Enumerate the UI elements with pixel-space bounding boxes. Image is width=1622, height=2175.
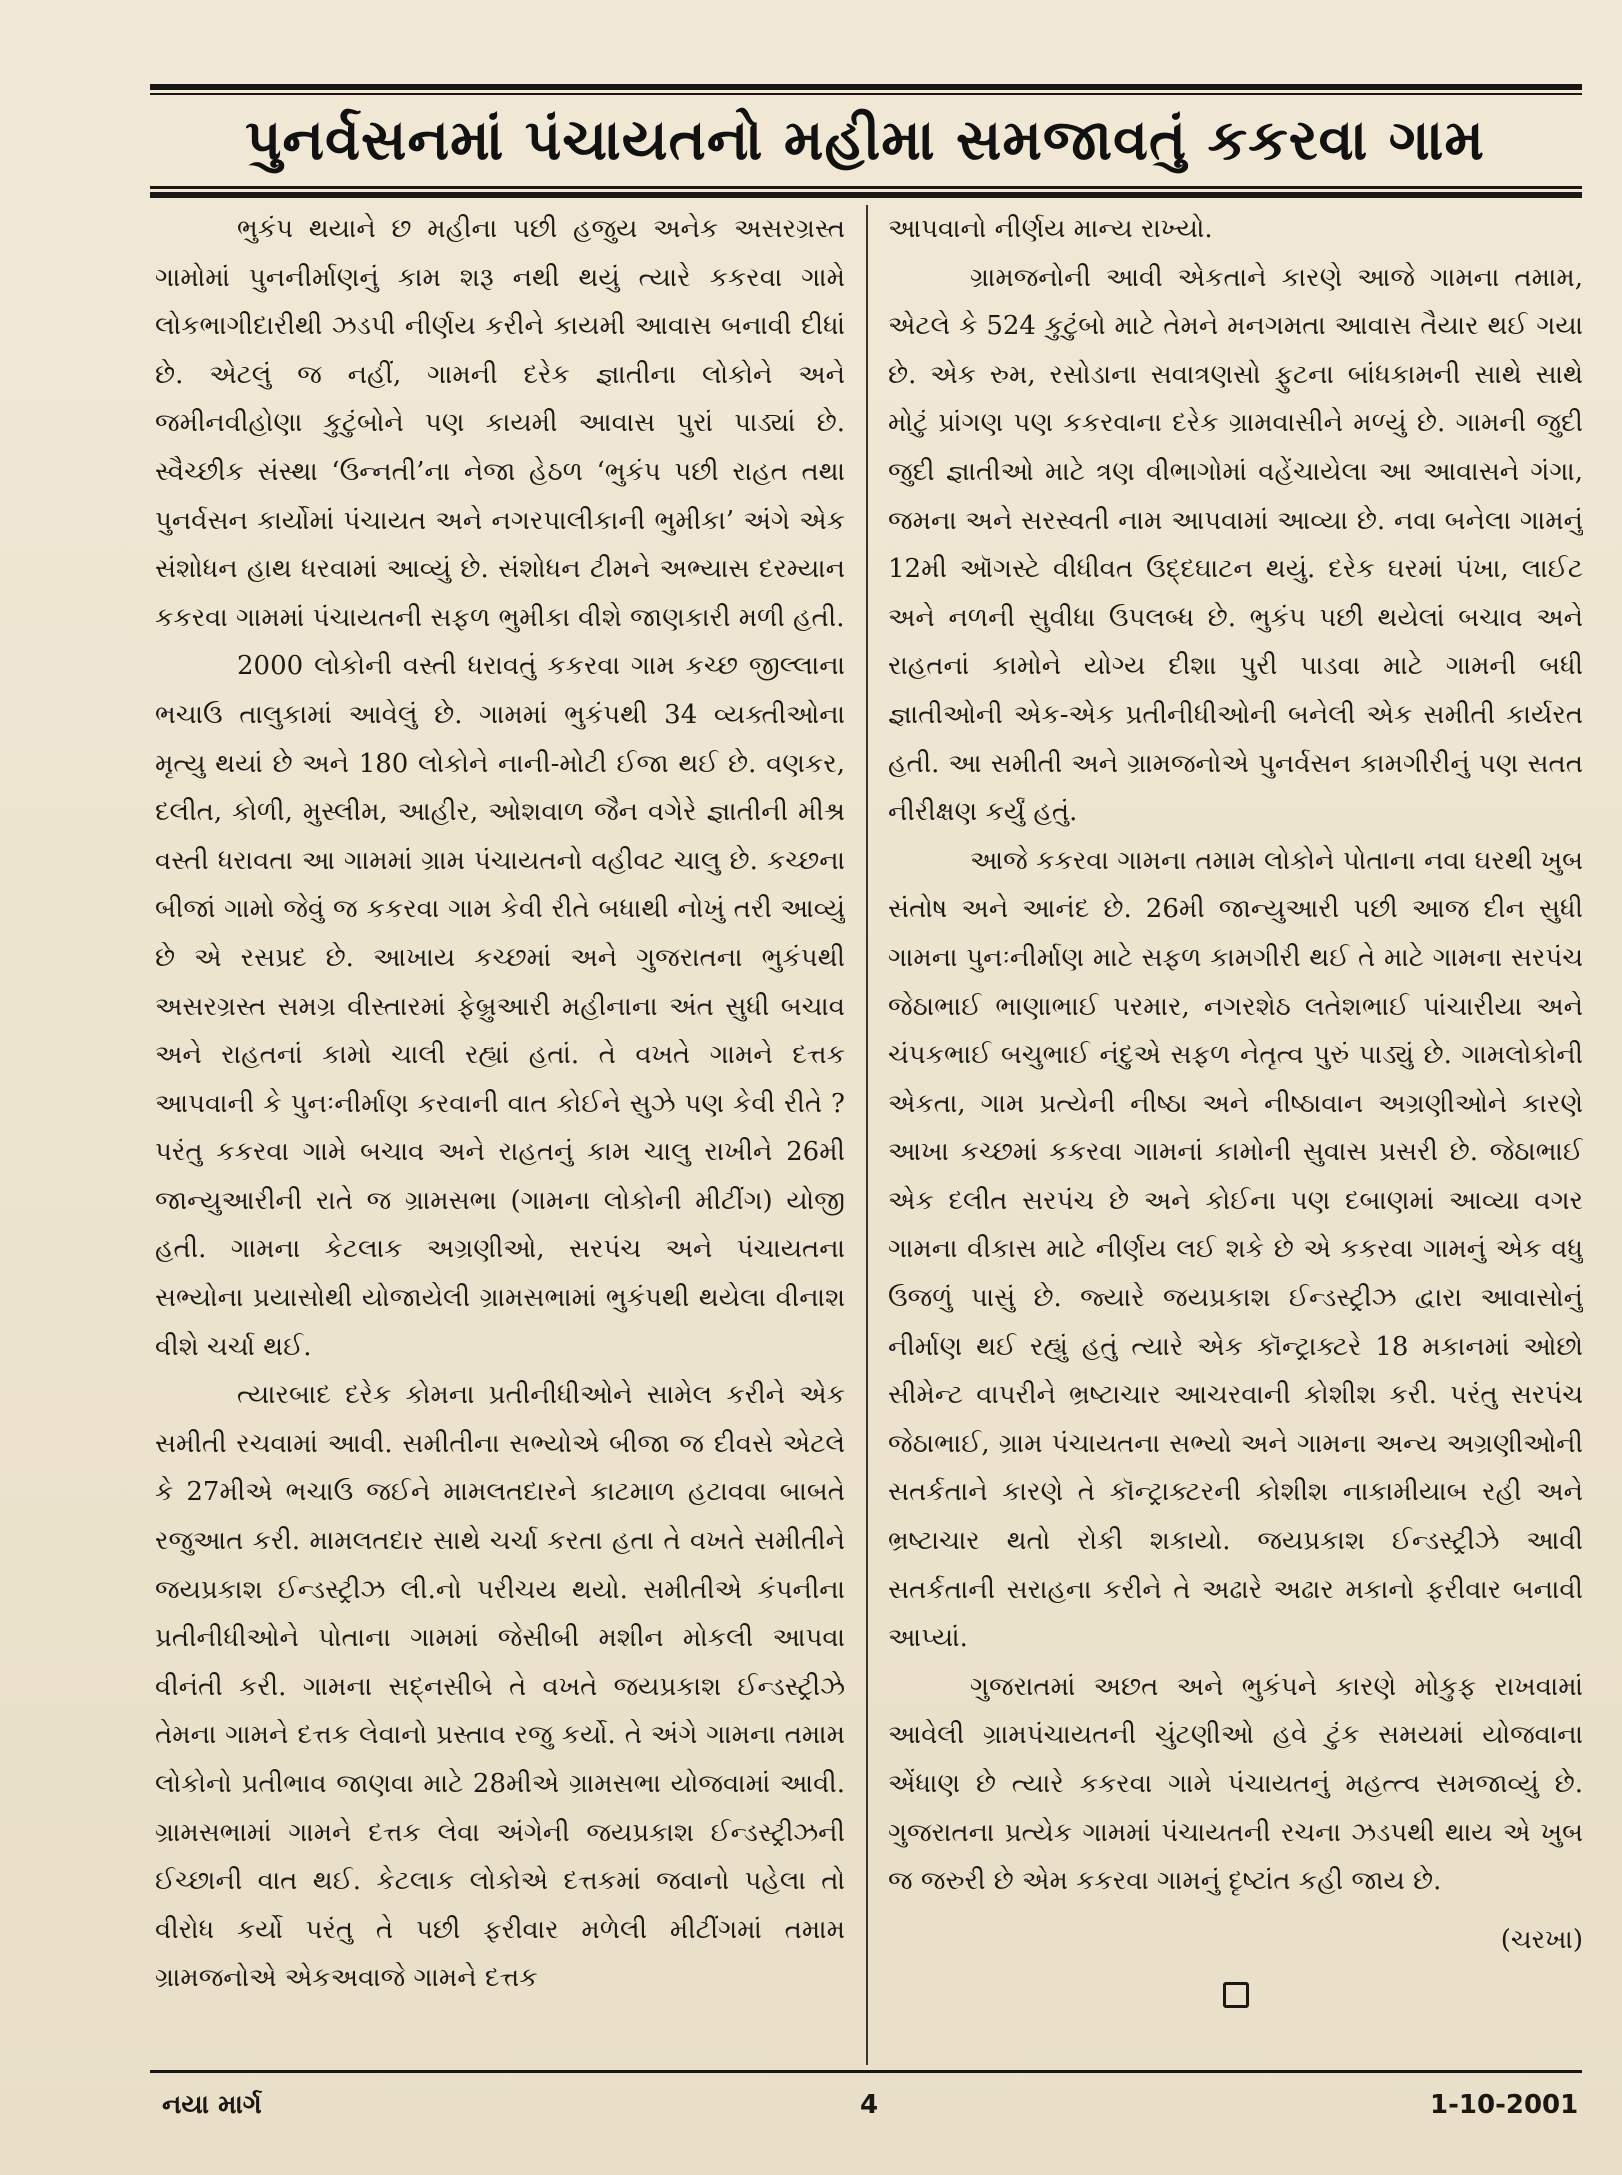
end-of-article-icon (1223, 1982, 1249, 2008)
article-source: (ચરખા) (1500, 1924, 1583, 1955)
top-rule (150, 84, 1582, 90)
article-headline: પુનર્વસનમાં પંચાયતનો મહીમા સમજાવતું કકરવા ગામ (245, 108, 1485, 173)
paragraph: ગુજરાતમાં અછત અને ભુકંપને કારણે મોકુફ રાખવામાં આવેલી ગ્રામપંચાયતની ચુંટણીઓ હવે ટુંક સમયમાં યોજવાના એંધાણ છે ત્યારે કકરવા ગામે પંચાયતનું મહત્ત્વ સમજાવ્યું છે. ગુજરાતના પ્રત્યેક ગામમાં પંચાયતની રચના ઝડપથી થાય એ ખુબ જ જરુરી છે એમ કકરવા ગામનું દૃષ્ટાંત કહી જાય છે. (888, 1671, 1583, 1897)
title-rule-thick (150, 192, 1582, 198)
title-rule (150, 186, 1582, 189)
column-divider (866, 205, 868, 2065)
paragraph: આજે કકરવા ગામના તમામ લોકોને પોતાના નવા ઘરથી ખુબ સંતોષ અને આનંદ છે. 26મી જાન્યુઆરી પછી આજ દીન સુધી ગામના પુનઃનીર્માણ માટે સફળ કામગીરી થઈ તે માટે ગામના સરપંચ જેઠાભાઈ ભાણાભાઈ પરમાર, નગરશેઠ લતેશભાઈ પાંચારીયા અને ચંપકભાઈ બચુભાઈ નંદુએ સફળ નેતૃત્વ પુરું પાડ્યું છે. ગામલોકોની એકતા, ગામ પ્રત્યેની નીષ્ઠા અને નીષ્ઠાવાન અગ્રણીઓને કારણે આખા કચ્છમાં કકરવા ગામનાં કામોની સુવાસ પ્રસરી છે. જેઠાભાઈ એક દલીત સરપંચ છે અને કોઈના પણ દબાણમાં આવ્યા વગર ગામના વીકાસ માટે નીર્ણય લઈ શકે છે એ કકરવા ગામનું એક વધુ ઉજળું પાસું છે. જ્યારે જયપ્રકાશ ઈન્ડસ્ટ્રીઝ દ્વારા આવાસોનું નીર્માણ થઈ રહ્યું હતું ત્યારે એક કૉન્ટ્રાક્ટરે 18 મકાનમાં ઓછો સીમેન્ટ વાપરીને ભ્રષ્ટાચાર આચરવાની કોશીશ કરી. પરંતુ સરપંચ જેઠાભાઈ, ગ્રામ પંચાયતના સભ્યો અને ગામના અન્ય અગ્રણીઓની સતર્કતાને કારણે તે કૉન્ટ્રાક્ટરની કોશીશ નાકામીયાબ રહી અને ભ્રષ્ટાચાર થતો રોકી શકાયો. જયપ્રકાશ ઈન્ડસ્ટ્રીઝે આવી સતર્કતાની સરાહના કરીને તે અઢારે અઢાર મકાનો ફરીવાર બનાવી આપ્યાં. (888, 845, 1583, 1654)
publication-name: નયા માર્ગ (162, 2090, 262, 2120)
top-rule-thin (150, 93, 1582, 95)
paragraph: ગ્રામજનોની આવી એકતાને કારણે આજે ગામના તમામ, એટલે કે 524 કુટુંબો માટે તેમને મનગમતા આવાસ તૈયાર થઈ ગયા છે. એક રુમ, રસોડાના સવાત્રણસો ફુટના બાંધકામની સાથે સાથે મોટું પ્રાંગણ પણ કકરવાના દરેક ગ્રામવાસીને મળ્યું છે. ગામની જુદી જુદી જ્ઞાતીઓ માટે ત્રણ વીભાગોમાં વહેંચાયેલા આ આવાસને ગંગા, જમના અને સરસ્વતી નામ આપવામાં આવ્યા છે. નવા બનેલા ગામનું 12મી ઑગસ્ટે વીધીવત ઉદ્દઘાટન થયું. દરેક ઘરમાં પંખા, લાઈટ અને નળની સુવીધા ઉપલબ્ધ છે. ભુકંપ પછી થયેલાં બચાવ અને રાહતનાં કામોને યોગ્ય દીશા પુરી પાડવા માટે ગામની બધી જ્ઞાતીઓની એક-એક પ્રતીનીધીઓની બનેલી એક સમીતી કાર્યરત હતી. આ સમીતી અને ગ્રામજનોએ પુનર્વસન કામગીરીનું પણ સતત નીરીક્ષણ કર્યું હતું. (888, 262, 1583, 828)
paragraph: 2000 લોકોની વસ્તી ધરાવતું કકરવા ગામ કચ્છ જીલ્લાના ભચાઉ તાલુકામાં આવેલું છે. ગામમાં ભુકંપથી 34 વ્યક્તીઓના મૃત્યુ થયાં છે અને 180 લોકોને નાની-મોટી ઈજા થઈ છે. વણકર, દલીત, કોળી, મુસ્લીમ, આહીર, ઓશવાળ જૈન વગેરે જ્ઞાતીની મીશ્ર વસ્તી ધરાવતા આ ગામમાં ગ્રામ પંચાયતનો વહીવટ ચાલુ છે. કચ્છના બીજાં ગામો જેવું જ કકરવા ગામ કેવી રીતે બધાથી નોખું તરી આવ્યું છે એ રસપ્રદ છે. આખાય કચ્છમાં અને ગુજરાતના ભુકંપથી અસરગ્રસ્ત સમગ્ર વીસ્તારમાં ફેબ્રુઆરી મહીનાના અંત સુધી બચાવ અને રાહતનાં કામો ચાલી રહ્યાં હતાં. તે વખતે ગામને દત્તક આપવાની કે પુનઃનીર્માણ કરવાની વાત કોઈને સુઝે પણ કેવી રીતે ? પરંતુ કકરવા ગામે બચાવ અને રાહતનું કામ ચાલુ રાખીને 26મી જાન્યુઆરીની રાતે જ ગ્રામસભા (ગામના લોકોની મીટીંગ) યોજી હતી. ગામના કેટલાક અગ્રણીઓ, સરપંચ અને પંચાયતના સભ્યોના પ્રયાસોથી યોજાયેલી ગ્રામસભામાં ભુકંપથી થયેલા વીનાશ વીશે ચર્ચા થઈ. (155, 651, 845, 1362)
article-left-column (155, 205, 845, 2025)
article-right-column (888, 205, 1583, 2025)
issue-date: 1-10-2001 (1430, 2090, 1579, 2120)
paragraph-continued: આપવાનો નીર્ણય માન્ય રાખ્યો. (888, 214, 1213, 244)
footer-rule (150, 2070, 1582, 2073)
page-number: 4 (860, 2090, 879, 2120)
paragraph: ભુકંપ થયાને છ મહીના પછી હજુય અનેક અસરગ્રસ્ત ગામોમાં પુનનીર્માણનું કામ શરૂ નથી થયું ત્યારે કકરવા ગામે લોકભાગીદારીથી ઝડપી નીર્ણય કરીને કાયમી આવાસ બનાવી દીધાં છે. એટલું જ નહીં, ગામની દરેક જ્ઞાતીના લોકોને અને જમીનવીહોણા કુટુંબોને પણ કાયમી આવાસ પુરાં પાડ્યાં છે. સ્વૈચ્છીક સંસ્થા ‘ઉન્નતી’ના નેજા હેઠળ ‘ભુકંપ પછી રાહત તથા પુનર્વસન કાર્યોમાં પંચાયત અને નગરપાલીકાની ભુમીકા’ અંગે એક સંશોધન હાથ ધરવામાં આવ્યું છે. સંશોધન ટીમને અભ્યાસ દરમ્યાન કકરવા ગામમાં પંચાયતની સફળ ભુમીકા વીશે જાણકારી મળી હતી. (155, 214, 845, 633)
paragraph: ત્યારબાદ દરેક કોમના પ્રતીનીધીઓને સામેલ કરીને એક સમીતી રચવામાં આવી. સમીતીના સભ્યોએ બીજા જ દીવસે એટલે કે 27મીએ ભચાઉ જઈને મામલતદારને કાટમાળ હટાવવા બાબતે રજુઆત કરી. મામલતદાર સાથે ચર્ચા કરતા હતા તે વખતે સમીતીને જયપ્રકાશ ઈન્ડસ્ટ્રીઝ લી.નો પરીચય થયો. સમીતીએ કંપનીના પ્રતીનીધીઓને પોતાના ગામમાં જેસીબી મશીન મોકલી આપવા વીનંતી કરી. ગામના સદ્નસીબે તે વખતે જયપ્રકાશ ઈન્ડસ્ટ્રીઝે તેમના ગામને દત્તક લેવાનો પ્રસ્તાવ રજુ કર્યો. તે અંગે ગામના તમામ લોકોનો પ્રતીભાવ જાણવા માટે 28મીએ ગ્રામસભા યોજવામાં આવી. ગ્રામસભામાં ગામને દત્તક લેવા અંગેની જયપ્રકાશ ઈન્ડસ્ટ્રીઝની ઈચ્છાની વાત થઈ. કેટલાક લોકોએ દત્તકમાં જવાનો પહેલા તો વીરોધ કર્યો પરંતુ તે પછી ફરીવાર મળેલી મીટીંગમાં તમામ ગ્રામજનોએ એકઅવાજે ગામને દત્તક (155, 1380, 845, 1994)
